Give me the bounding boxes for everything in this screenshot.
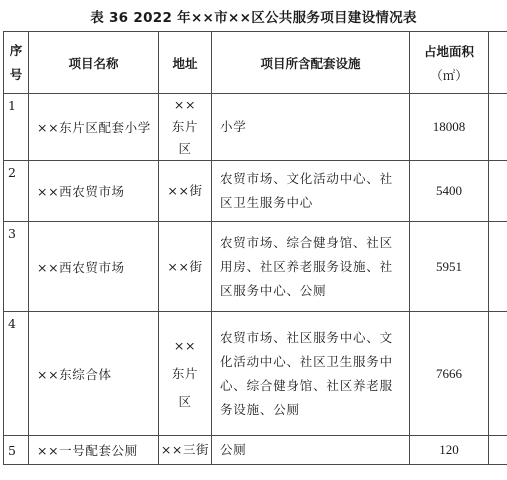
- row-area: 7666: [410, 312, 489, 436]
- header-area-label: 占地面积: [423, 43, 474, 59]
- header-name: 项目名称: [29, 32, 159, 94]
- table-row: [4, 312, 507, 436]
- header-seq-line1: 序: [9, 42, 23, 58]
- row-facilities: 农贸市场、社区服务中心、文化活动中心、社区卫生服务中心、综合健身馆、社区养老服务设施、公厕: [212, 312, 410, 436]
- row-facilities: 小学: [212, 94, 410, 161]
- row-name: ××东综合体: [29, 312, 159, 436]
- row-blank: [489, 161, 507, 222]
- header-blank: [489, 32, 507, 94]
- public-service-projects-table: [3, 31, 507, 465]
- header-area-unit: （㎡）: [430, 67, 468, 83]
- row-name: ××西农贸市场: [29, 222, 159, 312]
- header-facilities: 项目所含配套设施: [212, 32, 410, 94]
- row-area: 5400: [410, 161, 489, 222]
- header-seq-line2: 号: [9, 66, 23, 82]
- table-row: [4, 222, 507, 312]
- row-facilities: 农贸市场、文化活动中心、社区卫生服务中心: [212, 161, 410, 222]
- row-name: ××一号配套公厕: [29, 436, 159, 465]
- row-seq: 4: [4, 312, 29, 436]
- row-blank: [489, 94, 507, 161]
- row-blank: [489, 222, 507, 312]
- row-name: ××东片区配套小学: [29, 94, 159, 161]
- header-row: [4, 32, 507, 94]
- row-facilities: 农贸市场、综合健身馆、社区用房、社区养老服务设施、社区服务中心、公厕: [212, 222, 410, 312]
- row-area: 120: [410, 436, 489, 465]
- row-address: ××街: [159, 161, 212, 222]
- table-row: [4, 436, 507, 465]
- header-seq: [4, 32, 29, 94]
- row-address: ××街: [159, 222, 212, 312]
- header-area: [410, 32, 489, 94]
- table-row: [4, 94, 507, 161]
- row-area: 18008: [410, 94, 489, 161]
- row-address: ××三街: [159, 436, 212, 465]
- row-seq: 2: [4, 161, 29, 222]
- row-blank: [489, 436, 507, 465]
- row-name: ××西农贸市场: [29, 161, 159, 222]
- table-row: [4, 161, 507, 222]
- row-area: 5951: [410, 222, 489, 312]
- row-seq: 5: [4, 436, 29, 465]
- row-address: ××东片区: [159, 94, 212, 161]
- row-blank: [489, 312, 507, 436]
- row-address: ××东片区: [159, 312, 212, 436]
- header-address: 地址: [159, 32, 212, 94]
- table-caption: 表 36 2022 年××市××区公共服务项目建设情况表: [90, 10, 417, 26]
- row-seq: 3: [4, 222, 29, 312]
- row-facilities: 公厕: [212, 436, 410, 465]
- row-seq: 1: [4, 94, 29, 161]
